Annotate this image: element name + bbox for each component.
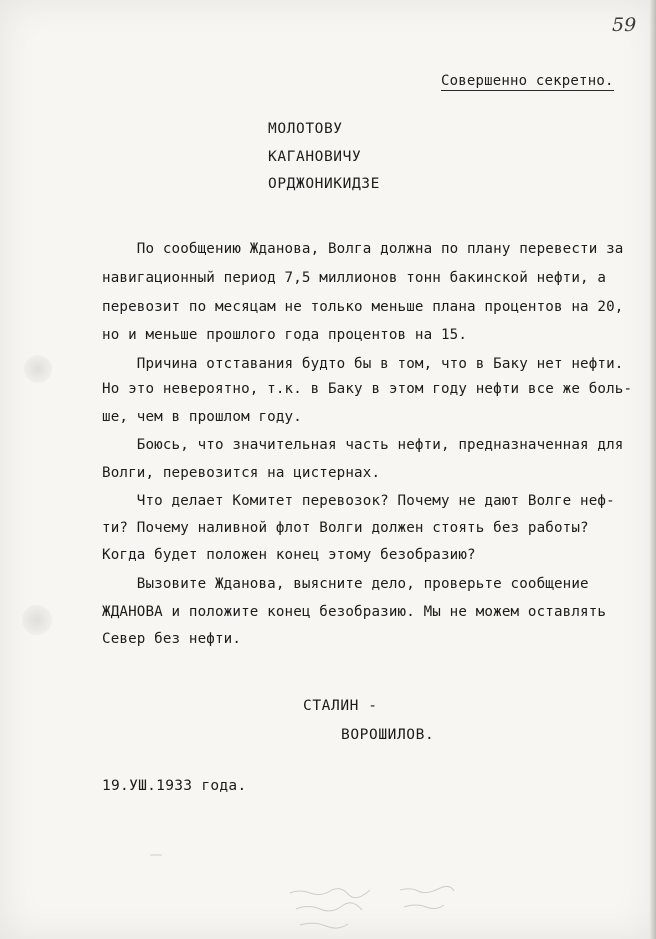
body-line: но и меньше прошлого года процентов на 15. <box>102 327 468 343</box>
body-line: Когда будет положен конец этому безобразию? <box>102 547 476 563</box>
paper-smudge <box>22 605 52 635</box>
body-line: Что делает Комитет перевозок? Почему не дают Волге неф- <box>102 493 615 509</box>
body-line: Волги, перевозится на цистернах. <box>102 465 381 481</box>
body-line: Север без нефти. <box>102 631 242 647</box>
body-line: Причина отставания будто бы в том, что в Баку нет нефти. <box>102 356 624 372</box>
addressee-molotov: МОЛОТОВУ <box>268 121 343 137</box>
body-line: По сообщению Жданова, Волга должна по плану перевести за <box>102 241 624 257</box>
body-line: ти? Почему наливной флот Волги должен стоять без работы? <box>102 520 589 536</box>
body-line: Но это невероятно, т.к. в Баку в этом году нефти все же боль- <box>102 381 633 397</box>
signature-stalin: СТАЛИН - <box>303 698 378 714</box>
body-line: Боюсь, что значительная часть нефти, предназначенная для <box>102 437 624 453</box>
page-number: 59 <box>612 14 637 36</box>
signature-voroshilov: ВОРОШИЛОВ. <box>341 727 435 743</box>
body-line: навигационный период 7,5 миллионов тонн бакинской нефти, а <box>102 270 607 286</box>
body-line: перевозит по месяцам не только меньше плана процентов на 20, <box>102 299 624 315</box>
document-date: 19.УШ.1933 года. <box>102 778 247 794</box>
addressee-ordzhonikidze: ОРДЖОНИКИДЗЕ <box>268 176 380 192</box>
addressee-kaganovich: КАГАНОВИЧУ <box>268 149 362 165</box>
paper-smudge <box>24 355 52 383</box>
body-line: ЖДАНОВА и положите конец безобразию. Мы не можем оставлять <box>102 604 607 620</box>
classification-stamp: Совершенно секретно. <box>441 73 614 89</box>
body-line: ше, чем в прошлом году. <box>102 409 302 425</box>
page-edge <box>650 0 656 939</box>
body-line: Вызовите Жданова, выясните дело, проверьте сообщение <box>102 576 589 592</box>
